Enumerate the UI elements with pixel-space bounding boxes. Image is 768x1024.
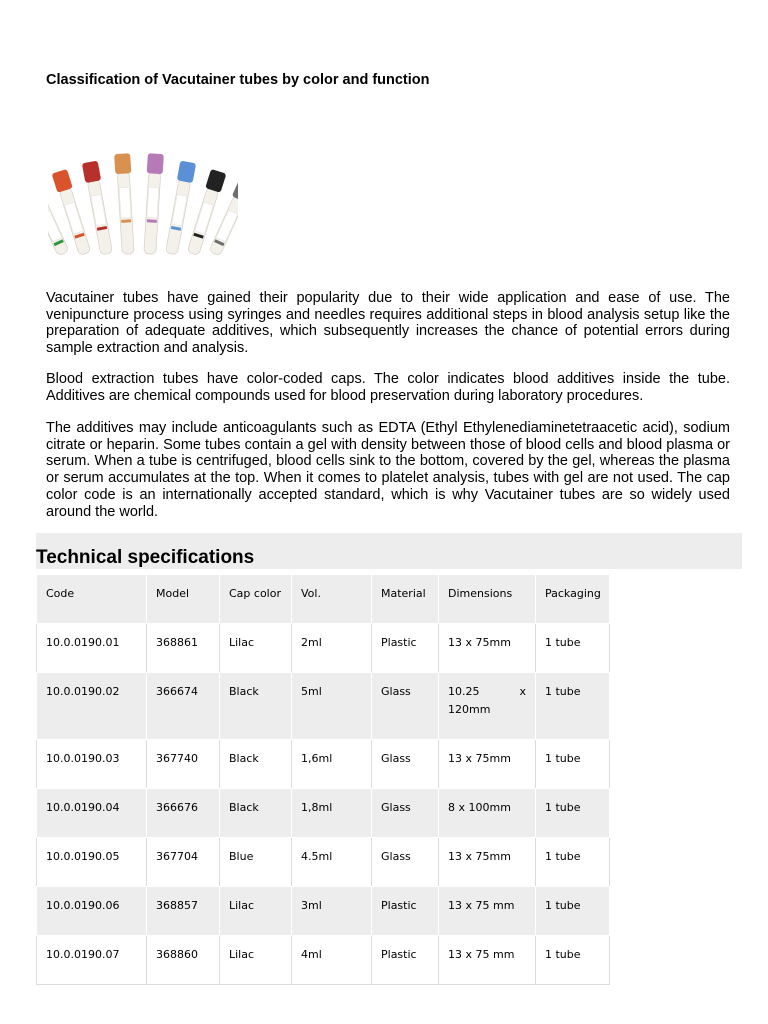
col-model: Model bbox=[147, 575, 220, 624]
cell-code: 10.0.0190.06 bbox=[37, 887, 147, 936]
cell-volume: 4ml bbox=[292, 936, 372, 985]
cell-packaging: 1 tube bbox=[536, 936, 610, 985]
cell-cap-color: Black bbox=[220, 789, 292, 838]
cell-volume: 5ml bbox=[292, 673, 372, 740]
table-row bbox=[37, 887, 610, 936]
document-title: Classification of Vacutainer tubes by color and function bbox=[46, 72, 430, 88]
intro-paragraph: Vacutainer tubes have gained their popularity due to their wide application and ease of use. The venipuncture process using syringes and needles requires additional steps in blood analysis setup like the preparation of adequate additives, which subsequently increases the chance of potential errors during sample extraction and analysis. bbox=[46, 290, 730, 357]
cell-volume: 3ml bbox=[292, 887, 372, 936]
cell-volume: 1,8ml bbox=[292, 789, 372, 838]
vacutainer-tubes-image bbox=[48, 140, 238, 260]
cell-model: 368857 bbox=[147, 887, 220, 936]
color-code-paragraph: Blood extraction tubes have color-coded caps. The color indicates blood additives inside the tube. Additives are chemical compounds used for blood preservation during laboratory procedures. bbox=[46, 371, 730, 404]
cell-dimensions: 13 x 75 mm bbox=[439, 887, 536, 936]
col-material: Material bbox=[372, 575, 439, 624]
cell-material: Glass bbox=[372, 838, 439, 887]
cell-packaging: 1 tube bbox=[536, 673, 610, 740]
spec-table-header bbox=[37, 575, 610, 624]
cell-material: Glass bbox=[372, 789, 439, 838]
cell-code: 10.0.0190.05 bbox=[37, 838, 147, 887]
cell-dimensions: 13 x 75mm bbox=[439, 838, 536, 887]
cell-code: 10.0.0190.03 bbox=[37, 740, 147, 789]
cell-packaging: 1 tube bbox=[536, 624, 610, 673]
cell-code: 10.0.0190.02 bbox=[37, 673, 147, 740]
cell-dimensions: 13 x 75 mm bbox=[439, 936, 536, 985]
additives-paragraph: The additives may include anticoagulants such as EDTA (Ethyl Ethylenediaminetetraacetic acid), sodium citrate or heparin. Some tubes contain a gel with density between those of blood cells and blood plasma or serum. When a tube is centrifuged, blood cells sink to the bottom, covered by the gel, whereas the plasma or serum accumulates at the top. When it comes to platelet analysis, tubes with gel are not used. The cap color code is an internationally accepted standard, which is why Vacutainer tubes are so widely used around the world. bbox=[46, 420, 730, 520]
cell-dimensions: 13 x 75mm bbox=[439, 624, 536, 673]
spec-heading: Technical specifications bbox=[36, 547, 255, 568]
table-row bbox=[37, 624, 610, 673]
cell-cap-color: Lilac bbox=[220, 624, 292, 673]
cell-cap-color: Lilac bbox=[220, 887, 292, 936]
cell-model: 366674 bbox=[147, 673, 220, 740]
col-dimensions: Dimensions bbox=[439, 575, 536, 624]
cell-code: 10.0.0190.07 bbox=[37, 936, 147, 985]
table-row bbox=[37, 673, 610, 740]
cell-dimensions: 8 x 100mm bbox=[439, 789, 536, 838]
cell-code: 10.0.0190.01 bbox=[37, 624, 147, 673]
table-row bbox=[37, 789, 610, 838]
table-row bbox=[37, 838, 610, 887]
cell-model: 368860 bbox=[147, 936, 220, 985]
cell-cap-color: Blue bbox=[220, 838, 292, 887]
cell-packaging: 1 tube bbox=[536, 789, 610, 838]
cell-packaging: 1 tube bbox=[536, 838, 610, 887]
cell-volume: 4.5ml bbox=[292, 838, 372, 887]
col-cap-color: Cap color bbox=[220, 575, 292, 624]
spec-table bbox=[36, 574, 610, 985]
tube-4 bbox=[114, 153, 136, 254]
cell-code: 10.0.0190.04 bbox=[37, 789, 147, 838]
cell-packaging: 1 tube bbox=[536, 887, 610, 936]
cell-cap-color: Black bbox=[220, 740, 292, 789]
cell-dimensions: 10.25 x 120mm bbox=[439, 673, 536, 740]
cell-volume: 1,6ml bbox=[292, 740, 372, 789]
cell-volume: 2ml bbox=[292, 624, 372, 673]
col-code: Code bbox=[37, 575, 147, 624]
cell-material: Plastic bbox=[372, 936, 439, 985]
cell-packaging: 1 tube bbox=[536, 740, 610, 789]
cell-material: Glass bbox=[372, 740, 439, 789]
cell-model: 367740 bbox=[147, 740, 220, 789]
cell-cap-color: Lilac bbox=[220, 936, 292, 985]
table-row bbox=[37, 936, 610, 985]
table-row bbox=[37, 740, 610, 789]
tube-5 bbox=[142, 153, 164, 254]
cell-material: Glass bbox=[372, 673, 439, 740]
cell-model: 367704 bbox=[147, 838, 220, 887]
col-volume: Vol. bbox=[292, 575, 372, 624]
cell-cap-color: Black bbox=[220, 673, 292, 740]
cell-dimensions: 13 x 75mm bbox=[439, 740, 536, 789]
cell-model: 366676 bbox=[147, 789, 220, 838]
cell-model: 368861 bbox=[147, 624, 220, 673]
cell-material: Plastic bbox=[372, 624, 439, 673]
col-packaging: Packaging bbox=[536, 575, 610, 624]
cell-material: Plastic bbox=[372, 887, 439, 936]
